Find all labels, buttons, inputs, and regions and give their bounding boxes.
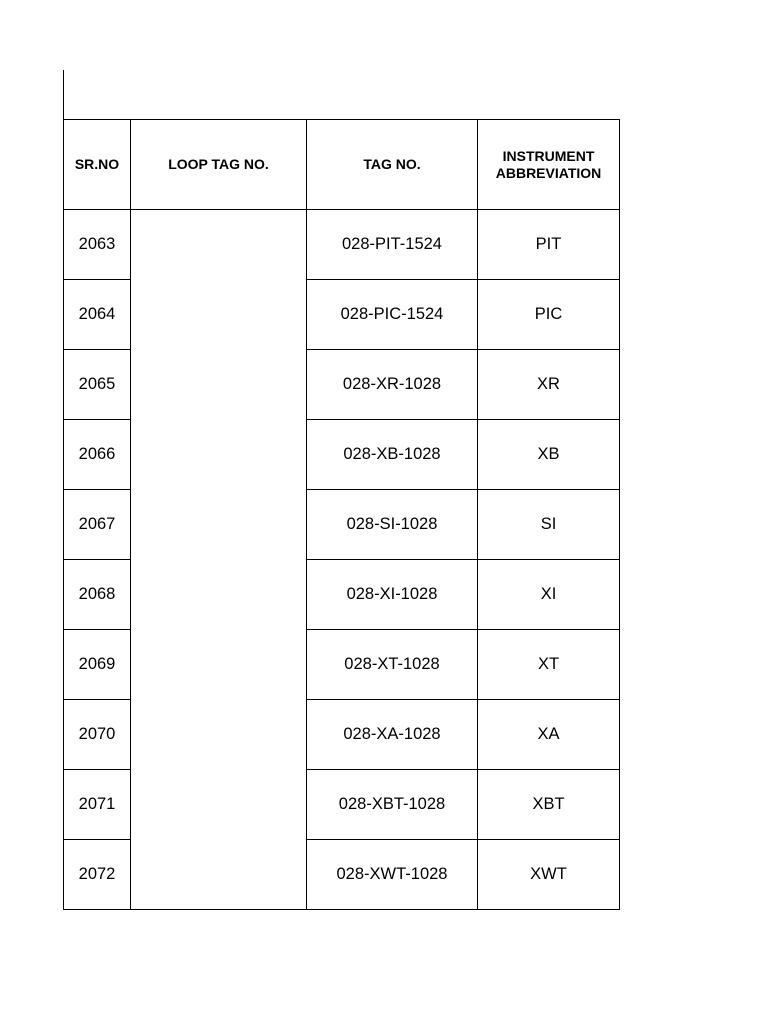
cell-sr-no: 2063 bbox=[64, 210, 131, 280]
cell-abbreviation: PIT bbox=[478, 210, 620, 280]
cell-abbreviation: XR bbox=[478, 350, 620, 420]
cell-abbreviation: XBT bbox=[478, 770, 620, 840]
cell-sr-no: 2069 bbox=[64, 630, 131, 700]
table-header bbox=[64, 120, 620, 210]
header-instrument-abbreviation-line1: INSTRUMENT bbox=[502, 147, 595, 164]
cell-tag-no: 028-SI-1028 bbox=[307, 490, 478, 560]
cell-tag-no: 028-XR-1028 bbox=[307, 350, 478, 420]
cell-abbreviation: XB bbox=[478, 420, 620, 490]
header-loop-tag-no: LOOP TAG NO. bbox=[131, 120, 307, 210]
cell-loop-tag-no-merged bbox=[131, 210, 307, 910]
cell-abbreviation: XA bbox=[478, 700, 620, 770]
header-instrument-abbreviation bbox=[478, 120, 620, 210]
cell-tag-no: 028-XI-1028 bbox=[307, 560, 478, 630]
cell-tag-no: 028-PIC-1524 bbox=[307, 280, 478, 350]
cell-abbreviation: SI bbox=[478, 490, 620, 560]
cell-abbreviation: PIC bbox=[478, 280, 620, 350]
cell-sr-no: 2067 bbox=[64, 490, 131, 560]
cell-sr-no: 2070 bbox=[64, 700, 131, 770]
header-tag-no: TAG NO. bbox=[307, 120, 478, 210]
cell-sr-no: 2068 bbox=[64, 560, 131, 630]
cell-sr-no: 2071 bbox=[64, 770, 131, 840]
cell-abbreviation: XWT bbox=[478, 840, 620, 910]
cell-abbreviation: XT bbox=[478, 630, 620, 700]
cell-tag-no: 028-XB-1028 bbox=[307, 420, 478, 490]
header-row bbox=[64, 120, 620, 210]
cell-tag-no: 028-XWT-1028 bbox=[307, 840, 478, 910]
table-body bbox=[64, 210, 620, 910]
cell-sr-no: 2065 bbox=[64, 350, 131, 420]
cell-abbreviation: XI bbox=[478, 560, 620, 630]
header-sr-no: SR.NO bbox=[64, 120, 131, 210]
cell-tag-no: 028-XBT-1028 bbox=[307, 770, 478, 840]
instrument-index-table bbox=[63, 119, 620, 910]
table-row bbox=[64, 210, 620, 280]
header-instrument-abbreviation-line2: ABBREVIATION bbox=[495, 164, 602, 181]
cell-sr-no: 2072 bbox=[64, 840, 131, 910]
cell-tag-no: 028-PIT-1524 bbox=[307, 210, 478, 280]
cell-tag-no: 028-XT-1028 bbox=[307, 630, 478, 700]
cell-sr-no: 2066 bbox=[64, 420, 131, 490]
cell-tag-no: 028-XA-1028 bbox=[307, 700, 478, 770]
cell-sr-no: 2064 bbox=[64, 280, 131, 350]
